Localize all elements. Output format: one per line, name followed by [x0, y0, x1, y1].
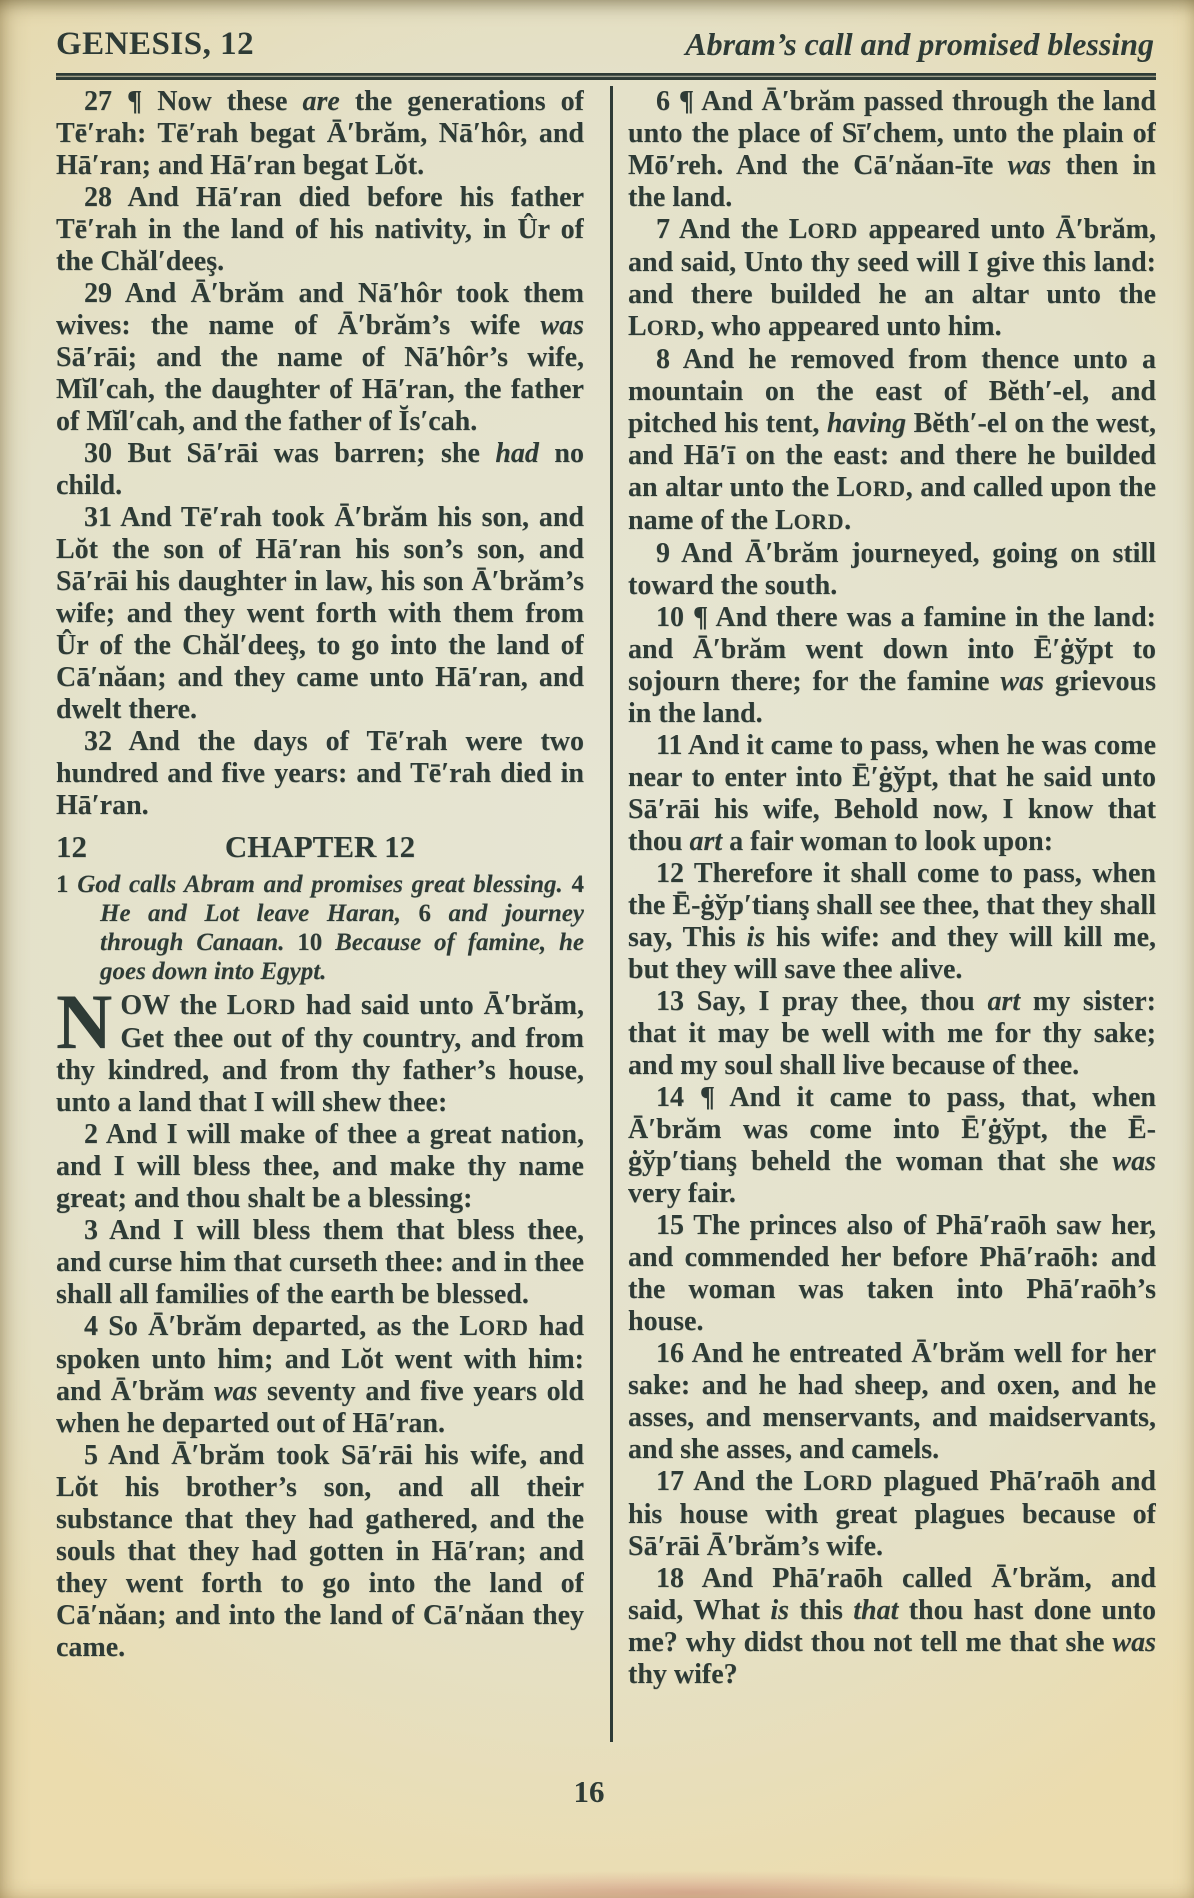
verse-paragraph: 15 The princes also of Phā′raōh saw her, and commended her before Phā′raōh: and the woman was taken into Phā′raōh’s house. [628, 1210, 1156, 1337]
verse-paragraph: 5 And Ā′brăm took Sā′rāi his wife, and Lŏt his brother’s son, and all their substance that they had gathered, and the souls that they had gotten in Hā′ran; and they went forth to go into the land of Cā′năan; and into the land of Cā′năan they came. [56, 1440, 584, 1663]
header-rule [56, 73, 1156, 80]
verse-paragraph: 9 And Ā′brăm journeyed, going on still toward the south. [628, 538, 1156, 601]
right-column [628, 86, 1156, 1742]
verse-paragraph: 16 And he entreated Ā′brăm well for her sake: and he had sheep, and oxen, and he asses, and menservants, and maidservants, and she asses, and camels. [628, 1338, 1156, 1465]
chapter-title: CHAPTER 12 [224, 829, 416, 864]
verse-paragraph: 17 And the LORD plagued Phā′raōh and his house with great plagues because of Sā′rāi Ā′brăm’s wife. [628, 1466, 1156, 1562]
running-head: Abram’s call and promised blessing [685, 26, 1154, 62]
genesis-11-verses [56, 86, 584, 822]
book-chapter-title: GENESIS, 12 [56, 26, 255, 62]
verse-paragraph: 28 And Hā′ran died before his father Tē′rah in the land of his nativity, in Ûr of the Chăl′deeş. [56, 182, 584, 277]
verse-paragraph: 10 ¶ And there was a famine in the land: and Ā′brăm went down into Ē′ġўpt to sojourn there; for the famine was grievous in the land. [628, 602, 1156, 729]
drop-cap: N [56, 978, 113, 1065]
verse-paragraph: 31 And Tē′rah took Ā′brăm his son, and Lŏt the son of Hā′ran his son’s son, and Sā′rāi his daughter in law, his son Ā′brăm’s wife; and they went forth with them from Ûr of the Chăl′deeş, to go into the land of Cā′năan; and they came unto Hā′ran, and dwelt there. [56, 502, 584, 725]
column-divider-rule [610, 86, 613, 1742]
verse-paragraph: 27 ¶ Now these are the generations of Tē′rah: Tē′rah begat Ā′brăm, Nā′hôr, and Hā′ran; and Hā′ran begat Lŏt. [56, 86, 584, 181]
genesis-12-verses-left [56, 1119, 584, 1664]
verse-paragraph: 8 And he removed from thence unto a mountain on the east of Bĕth′-el, and pitched his tent, having Bĕth′-el on the west, and Hā′ī on the east: and there he builded an altar unto the LORD, and called upon the name of the LORD. [628, 344, 1156, 536]
verse-paragraph: 13 Say, I pray thee, thou art my sister: that it may be well with me for thy sake; and my soul shall live because of thee. [628, 986, 1156, 1081]
verse-paragraph: 6 ¶ And Ā′brăm passed through the land unto the place of Sī′chem, unto the plain of Mō′reh. And the Cā′năan-īte was then in the land. [628, 86, 1156, 213]
verse-paragraph: 3 And I will bless them that bless thee, and curse him that curseth thee: and in thee shall all families of the earth be blessed. [56, 1215, 584, 1310]
verse-paragraph: 14 ¶ And it came to pass, that, when Ā′brăm was come into Ē′ġўpt, the Ē-ġўp′tianş beheld the woman that she was very fair. [628, 1082, 1156, 1209]
verse-paragraph: 2 And I will make of thee a great nation, and I will bless thee, and make thy name great; and thou shalt be a blessing: [56, 1119, 584, 1214]
opening-verse-text: OW the LORD had said unto Ā′brăm, Get thee out of thy country, and from thy kindred, and from thy father’s house, unto a land that I will shew thee: [56, 990, 584, 1118]
chapter-number-margin: 12 [56, 829, 87, 864]
genesis-12-verses-right [628, 86, 1156, 1691]
verse-paragraph: 11 And it came to pass, when he was come near to enter into Ē′ġўpt, that he said unto Sā′rāi his wife, Behold now, I know that thou art a fair woman to look upon: [628, 730, 1156, 857]
verse-paragraph: 12 Therefore it shall come to pass, when the Ē-ġўp′tianş shall see thee, that they shall say, This is his wife: and they will kill me, but they will save thee alive. [628, 858, 1156, 985]
verse-paragraph: 30 But Sā′rāi was barren; she had no child. [56, 438, 584, 501]
verse-paragraph: 18 And Phā′raōh called Ā′brăm, and said, What is this that thou hast done unto me? why didst thou not tell me that she was thy wife? [628, 1563, 1156, 1690]
verse-paragraph: 29 And Ā′brăm and Nā′hôr took them wives: the name of Ā′brăm’s wife was Sā′rāi; and the name of Nā′hôr’s wife, Mĭl′cah, the daughter of Hā′ran, the father of Mĭl′cah, and the father of Ĭs′cah. [56, 278, 584, 437]
left-column [56, 86, 584, 1742]
page-number: 16 [573, 1774, 605, 1809]
verse-paragraph: 7 And the LORD appeared unto Ā′brăm, and said, Unto thy seed will I give this land: and there builded he an altar unto the LORD, who appeared unto him. [628, 214, 1156, 342]
chapter-summary: 1 God calls Abram and promises great blessing. 4 He and Lot leave Haran, 6 and journey through Canaan. 10 Because of famine, he goes down into Egypt. [56, 871, 584, 985]
text-columns [0, 80, 1194, 1742]
opening-verse-paragraph [56, 978, 584, 1119]
verse-paragraph: 4 So Ā′brăm departed, as the LORD had spoken unto him; and Lŏt went with him: and Ā′brăm was seventy and five years old when he departed out of Hā′ran. [56, 1311, 584, 1439]
page-header [0, 0, 1194, 73]
verse-paragraph: 32 And the days of Tē′rah were two hundred and five years: and Tē′rah died in Hā′ran. [56, 726, 584, 821]
chapter-heading-row [56, 826, 584, 868]
